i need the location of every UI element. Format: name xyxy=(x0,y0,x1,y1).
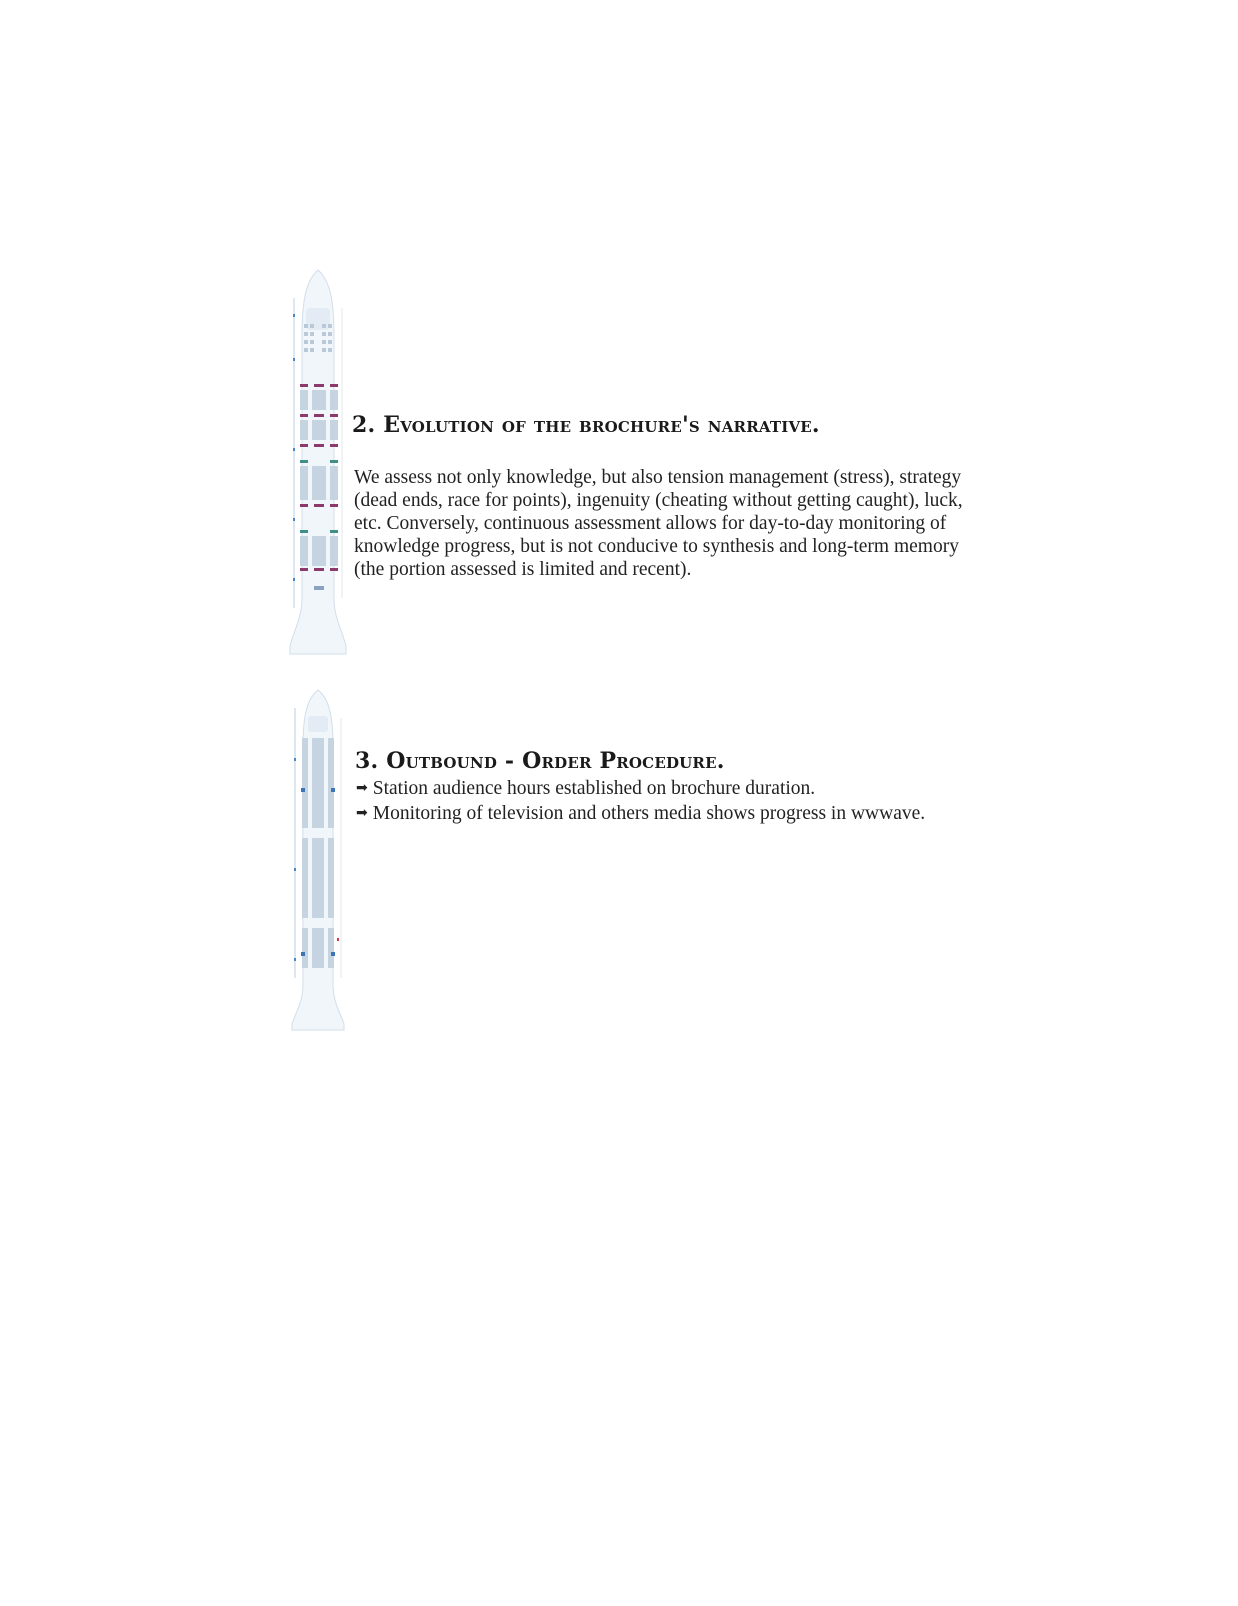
arrow-right-icon: ➡ xyxy=(356,780,368,796)
section-heading: 3. Outbound - Order Procedure. xyxy=(355,748,725,774)
list-item xyxy=(356,776,925,801)
list-item xyxy=(356,801,925,826)
aircraft-seat-map-icon xyxy=(288,688,352,1036)
section-heading: 2. Evolution of the brochure's narrative. xyxy=(352,412,820,438)
list-item-text: Monitoring of television and others media shows progress in wwwave. xyxy=(372,803,926,824)
aircraft-seat-map-icon xyxy=(288,268,352,664)
arrow-right-icon: ➡ xyxy=(356,805,368,821)
list-item-text: Station audience hours established on brochure duration. xyxy=(372,778,816,799)
section-paragraph: We assess not only knowledge, but also tension management (stress), strategy (dead ends, race for points), ingenuity (cheating without getting caught), luck, etc. Conversely, continuous assessment allows for day-to-day monitoring of knowledge progress, but is not conducive to synthesis and long-term memory (the portion assessed is limited and recent). xyxy=(354,467,963,580)
bullet-list xyxy=(356,776,925,826)
